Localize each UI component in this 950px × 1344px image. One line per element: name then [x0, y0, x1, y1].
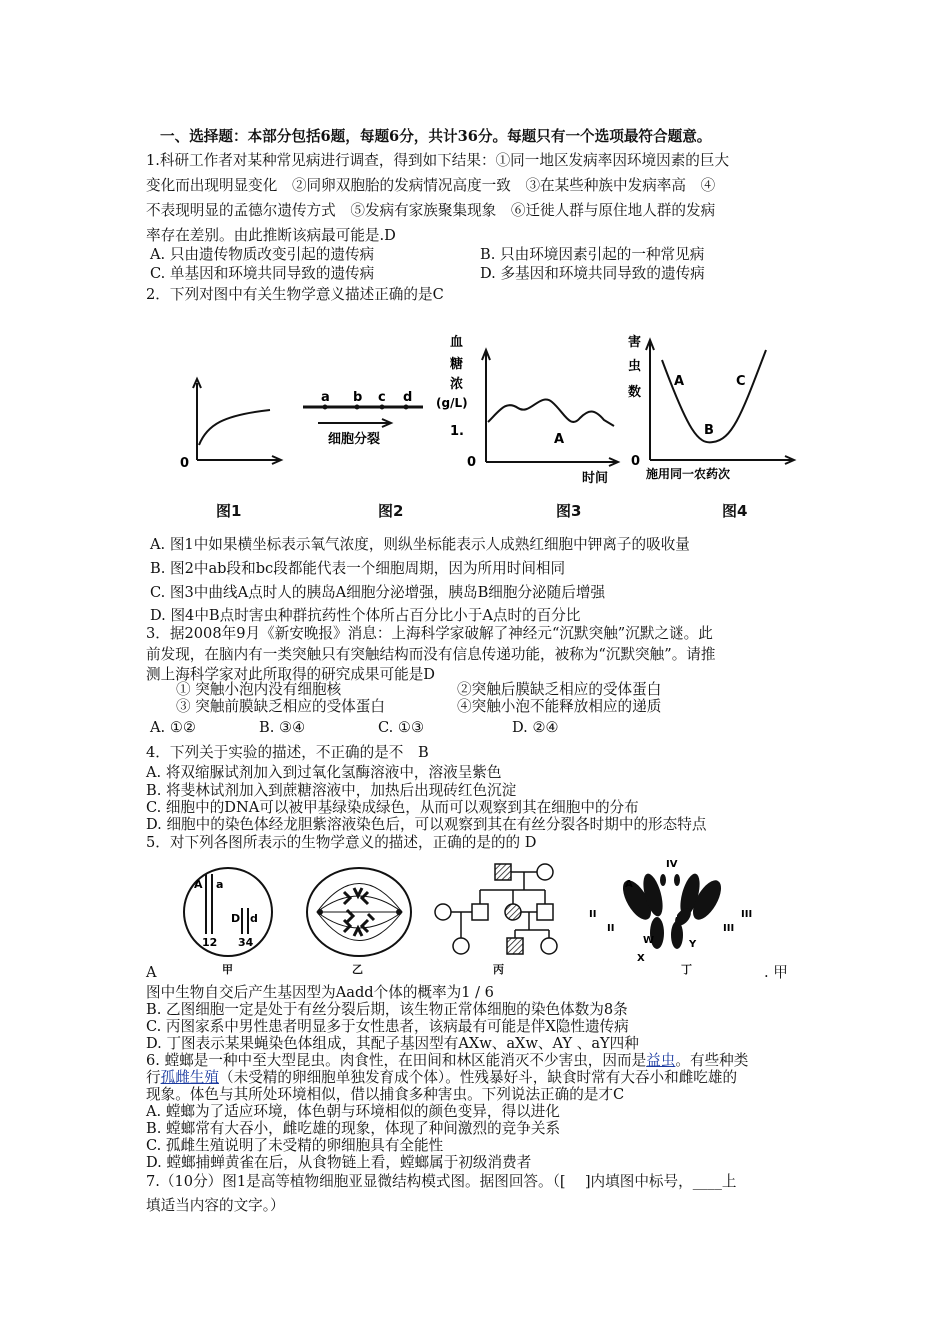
q5-option-b: B. 乙图细胞一定是处于有丝分裂后期，该生物正常体细胞的染色体数为8条 — [146, 1001, 628, 1018]
fig-ding-X: X — [637, 953, 645, 964]
q5-option-d: D. 丁图表示某果蝇染色体组成，其配子基因型有AXw、aXw、AY 、aY四种 — [146, 1035, 639, 1052]
fig4-ylabel-1: 害 — [628, 335, 642, 350]
q3-option-a: A. ①② — [150, 719, 196, 736]
q3-option-d: D. ②④ — [512, 719, 559, 736]
q3-line-2: 前发现，在脑内有一类突触只有突触结构而没有信息传递功能，被称为“沉默突触”。请推 — [146, 646, 716, 663]
fig3-ylabel-2: 糖 — [450, 357, 464, 372]
fig-ding-caption: 丁 — [681, 963, 692, 976]
q5-option-a-end: . 甲 — [764, 964, 788, 981]
section-header: 一、选择题：本部分包括6题，每题6分，共计36分。每题只有一个选项最符合题意。 — [160, 128, 712, 145]
fig-jia-D: D — [231, 912, 241, 925]
q6-option-c: C. 孤雌生殖说明了未受精的卵细胞具有全能性 — [146, 1137, 444, 1154]
link-yichong[interactable]: 益虫 — [646, 1052, 676, 1069]
q1-option-a: A. 只由遗传物质改变引起的遗传病 — [150, 246, 375, 263]
fig4-xlabel: 施用同一农药次 — [646, 467, 731, 481]
figure-jia-cell — [178, 860, 278, 970]
fig1-caption: 图1 — [216, 502, 242, 520]
q3-line-1: 3．据2008年9月《新安晚报》消息：上海科学家破解了神经元“沉默突触”沉默之谜。此 — [146, 625, 713, 642]
q5-option-a-cont: 图中生物自交后产生基因型为Aadd个体的概率为1 / 6 — [146, 984, 494, 1001]
fig4-point-c: C — [736, 374, 746, 389]
q6-option-a: A. 螳螂为了适应环境，体色朝与环境相似的颜色变异，得以进化 — [146, 1103, 560, 1120]
q1-option-d: D. 多基因和环境共同导致的遗传病 — [480, 265, 705, 282]
q3-item-2: ②突触后膜缺乏相应的受体蛋白 — [457, 681, 662, 698]
figure-4-pest-resistance — [618, 330, 798, 485]
fig-yi-caption: 乙 — [352, 963, 363, 976]
fig-jia-34: 34 — [238, 936, 254, 949]
q1-line-3: 不表现明显的孟德尔遗传方式 ⑤发病有家族聚集现象 ⑥迁徙人群与原住地人群的发病 — [146, 202, 716, 219]
q7-line-2: 填适当内容的文字。） — [146, 1197, 285, 1214]
fig-jia-12: 12 — [202, 936, 218, 949]
fig4-origin: 0 — [631, 454, 641, 469]
q2-option-d: D. 图4中B点时害虫种群抗药性个体所占百分比小于A点时的百分比 — [150, 607, 581, 624]
q1-option-b: B. 只由环境因素引起的一种常见病 — [480, 246, 705, 263]
fig3-point-a: A — [554, 432, 565, 447]
q1-line-2: 变化而出现明显变化 ②同卵双胞胎的发病情况高度一致 ③在某些种族中发病率高 ④ — [146, 177, 716, 194]
q6-line-2: 行孤雌生殖（未受精的卵细胞单独发育成个体）。性残暴好斗，缺食时常有大吞小和雌吃雄的 — [146, 1069, 738, 1086]
q4-option-d: D. 细胞中的染色体经龙胆紫溶液染色后，可以观察到其在有丝分裂各时期中的形态特点 — [146, 816, 707, 833]
figure-1-saturation-curve — [175, 375, 285, 470]
fig4-point-a: A — [674, 374, 685, 389]
q5-stem: 5．对下列各图所表示的生物学意义的描述，正确的是的的 D — [146, 834, 537, 851]
fig2-point-b: b — [353, 390, 363, 405]
q1-line-4: 率存在差别。由此推断该病最可能是.D — [146, 227, 396, 244]
q1-option-c: C. 单基因和环境共同导致的遗传病 — [150, 265, 375, 282]
fig-jia-d: d — [250, 912, 258, 925]
q3-item-3: ③ 突触前膜缺乏相应的受体蛋白 — [176, 698, 385, 715]
fig-ding-Y: Y — [689, 939, 697, 950]
q3-line-3: 测上海科学家对此所取得的研究成果可能是D — [146, 666, 435, 683]
q2-option-a: A. 图1中如果横坐标表示氧气浓度，则纵坐标能表示人成熟红细胞中钾离子的吸收量 — [150, 536, 690, 553]
fig-bing-caption: 丙 — [493, 963, 504, 976]
fig-ding-III: III — [741, 909, 753, 920]
q4-option-b: B. 将斐林试剂加入到蔗糖溶液中，加热后出现砖红色沉淀 — [146, 782, 517, 799]
fig4-caption: 图4 — [722, 502, 748, 520]
fig-ding-II-left: II — [589, 909, 597, 920]
q6-option-d: D. 螳螂捕蝉黄雀在后，从食物链上看，螳螂属于初级消费者 — [146, 1154, 532, 1171]
fig2-point-c: c — [378, 390, 386, 405]
q2-option-b: B. 图2中ab段和bc段都能代表一个细胞周期，因为所用时间相同 — [150, 560, 566, 577]
fig1-origin: 0 — [180, 456, 190, 470]
fig4-ylabel-2: 虫 — [628, 359, 642, 374]
fig-ding-W: W — [643, 935, 655, 946]
q7-line-1: 7.（10分）图1是高等植物细胞亚显微结构模式图。据图回答。（[ ]内填图中标号，____上 — [146, 1173, 737, 1190]
figure-2-cell-cycle-line — [298, 385, 428, 450]
q5-option-c: C. 丙图家系中男性患者明显多于女性患者，该病最有可能是伴X隐性遗传病 — [146, 1018, 629, 1035]
q3-option-c: C. ①③ — [378, 719, 425, 736]
fig3-origin: 0 — [467, 455, 477, 470]
q4-stem: 4．下列关于实验的描述，不正确的是不 B — [146, 744, 429, 761]
q4-option-a: A. 将双缩脲试剂加入到过氧化氢酶溶液中，溶液呈紫色 — [146, 764, 502, 781]
fig-jia-a: a — [216, 878, 224, 891]
q5-option-a-start: A — [146, 964, 157, 981]
fig-jia-A: A — [194, 878, 203, 891]
q4-option-c: C. 细胞中的DNA可以被甲基绿染成绿色，从而可以观察到其在细胞中的分布 — [146, 799, 639, 816]
fig-ding-A: A — [625, 879, 633, 890]
fig3-ylabel-4: (g/L) — [436, 396, 468, 410]
link-parthenogenesis[interactable]: 孤雌生殖 — [160, 1069, 219, 1086]
fig-ding-IV: IV — [666, 859, 678, 870]
q6-line-3: 现象。体色与其所处环境相似，借以捕食多种害虫。下列说法正确的是才C — [146, 1086, 625, 1103]
figure-bing-pedigree — [425, 860, 585, 965]
fig2-caption: 图2 — [378, 502, 404, 520]
q3-item-4: ④突触小泡不能释放相应的递质 — [457, 698, 662, 715]
fig3-caption: 图3 — [556, 502, 582, 520]
q6-option-b: B. 螳螂常有大吞小，雌吃雄的现象，体现了种间激烈的竞争关系 — [146, 1120, 561, 1137]
fig3-xlabel: 时间 — [582, 471, 609, 486]
q3-item-1: ① 突触小泡内没有细胞核 — [176, 681, 342, 698]
figure-yi-mitosis — [302, 860, 417, 965]
fig3-ylabel-1: 血 — [450, 335, 464, 350]
q2-stem: 2．下列对图中有关生物学意义描述正确的是C — [146, 286, 444, 303]
fig3-ylabel-3: 浓 — [450, 377, 464, 392]
fig-ding-II-right: II — [607, 923, 615, 934]
fig-ding-III-2: III — [723, 923, 735, 934]
fig2-arrow-label: 细胞分裂 — [328, 432, 381, 447]
figure-ding-chromosomes — [585, 855, 765, 965]
q3-option-b: B. ③④ — [259, 719, 306, 736]
q1-line-1: 1.科研工作者对某种常见病进行调查，得到如下结果：①同一地区发病率因环境因素的巨大 — [146, 152, 730, 169]
fig2-point-d: d — [403, 390, 413, 405]
fig-ding-a: a — [671, 909, 678, 920]
fig2-point-a: a — [321, 390, 330, 405]
fig-jia-caption: 甲 — [222, 963, 233, 976]
figure-3-blood-glucose — [432, 330, 622, 490]
q6-line-1: 6. 螳螂是一种中至大型昆虫。肉食性，在田间和林区能消灭不少害虫，因而是益虫。有些种类 — [146, 1052, 749, 1069]
fig4-ylabel-3: 数 — [628, 385, 642, 400]
fig4-point-b: B — [704, 423, 714, 438]
fig3-ytick: 1. — [450, 424, 464, 439]
q2-option-c: C. 图3中曲线A点时人的胰岛A细胞分泌增强，胰岛B细胞分泌随后增强 — [150, 584, 606, 601]
